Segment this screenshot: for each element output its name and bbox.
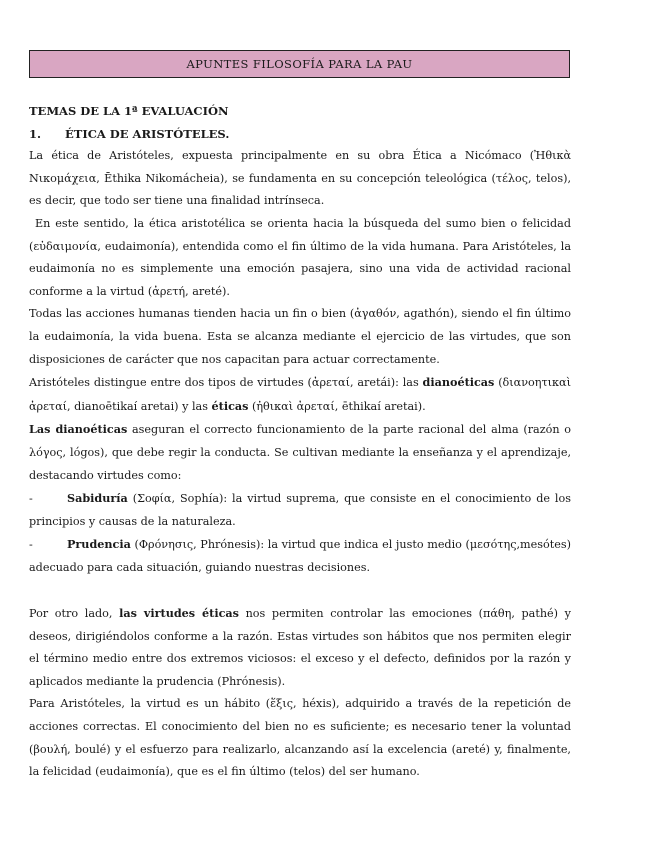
paragraph-virtudes-eticas	[29, 602, 571, 693]
title-banner	[29, 50, 570, 78]
text-run: (Φρόνησις, Phrónesis): la virtud que indica el justo medio (μεσότης,mesótes) adecuado para cada situación, guiando nuestras decisiones.	[29, 538, 571, 574]
paragraph-habito: Para Aristóteles, la virtud es un hábito (ἕξις, héxis), adquirido a través de la repetición de acciones correctas. El conocimiento del bien no es suficiente; es necesario tener la voluntad (βουλή, boulé) y el esfuerzo para realizarlo, alcanzando así la excelencia (areté) y, finalmente, la felicidad (eudaimonía), que es el fin último (telos) del ser humano.	[29, 697, 571, 779]
paragraph-fin-ultimo: Todas las acciones humanas tienden hacia un fin o bien (ἀγαθόν, agathón), siendo el fin último la eudaimonía, la vida buena. Esta se alcanza mediante el ejercicio de las virtudes, que son disposiciones de carácter que nos capacitan para actuar correctamente.	[29, 307, 571, 366]
bold-term-eticas: éticas	[211, 398, 249, 413]
list-dash: -	[29, 492, 33, 506]
list-dash: -	[29, 538, 33, 552]
paragraph-intro: La ética de Aristóteles, expuesta principalmente en su obra Ética a Nicómaco (Ἠθικὰ Νικομάχεια, Ēthika Nikomácheia), se fundamenta en su concepción teleológica (τέλος, telos), es decir, que todo ser tiene una finalidad intrínseca.	[29, 149, 571, 208]
text-run: aseguran el correcto funcionamiento de la parte racional del alma (razón o λόγος, lógos), que debe regir la conducta. Se cultivan mediante la enseñanza y el aprendizaje, destacando virtudes como:	[29, 423, 572, 482]
bold-term-sabiduria: Sabiduría	[67, 491, 128, 506]
text-run: Aristóteles distingue entre dos tipos de virtudes (ἀρεταί, aretái): las	[29, 376, 423, 390]
text-run: (ἠθικαὶ ἀρεταί, ēthikaí aretai).	[248, 399, 426, 413]
bold-term-las-dianoeticas: Las dianoéticas	[29, 422, 128, 437]
paragraph-dianoeticas	[29, 418, 571, 487]
topic-number: 1.	[29, 126, 42, 141]
text-run: nos permiten controlar las emociones (πάθη, pathé) y deseos, dirigiéndolos conforme a la razón. Estas virtudes son hábitos que nos permiten elegir el término medio entre dos extremos viciosos: el exceso y el defecto, definidos por la razón y aplicados mediante la prudencia (Phrónesis).	[29, 607, 572, 688]
list-item-sabiduria	[29, 487, 571, 533]
text-run: Por otro lado,	[29, 607, 120, 621]
bold-term-dianoeticas: dianoéticas	[422, 375, 495, 390]
paragraph-tipos-virtudes	[29, 371, 571, 418]
topic-label: ÉTICA DE ARISTÓTELES.	[65, 126, 230, 141]
text-run: (διανοητικαὶ ἀρεταί, dianoētikaí aretai) y las	[29, 376, 571, 413]
bold-term-virtudes-eticas: las virtudes éticas	[119, 606, 239, 621]
paragraph-eudaimonia: En este sentido, la ética aristotélica se orienta hacia la búsqueda del sumo bien o felicidad (εὐδαιμονία, eudaimonía), entendida como el fin último de la vida humana. Para Aristóteles, la eudaimonía no es simplemente una emoción pasajera, sino una vida de actividad racional conforme a la virtud (ἀρετή, areté).	[29, 216, 571, 298]
blank-line	[29, 579, 571, 602]
bold-term-prudencia: Prudencia	[67, 537, 131, 552]
document-body	[29, 100, 571, 784]
section-heading: TEMAS DE LA 1ª EVALUACIÓN	[29, 104, 229, 118]
text-run: (Σοφία, Sophía): la virtud suprema, que consiste en el conocimiento de los principios y causas de la naturaleza.	[29, 492, 571, 528]
topic-heading	[29, 123, 571, 146]
document-title: APUNTES FILOSOFÍA PARA LA PAU	[186, 57, 413, 71]
list-item-prudencia	[29, 533, 571, 579]
